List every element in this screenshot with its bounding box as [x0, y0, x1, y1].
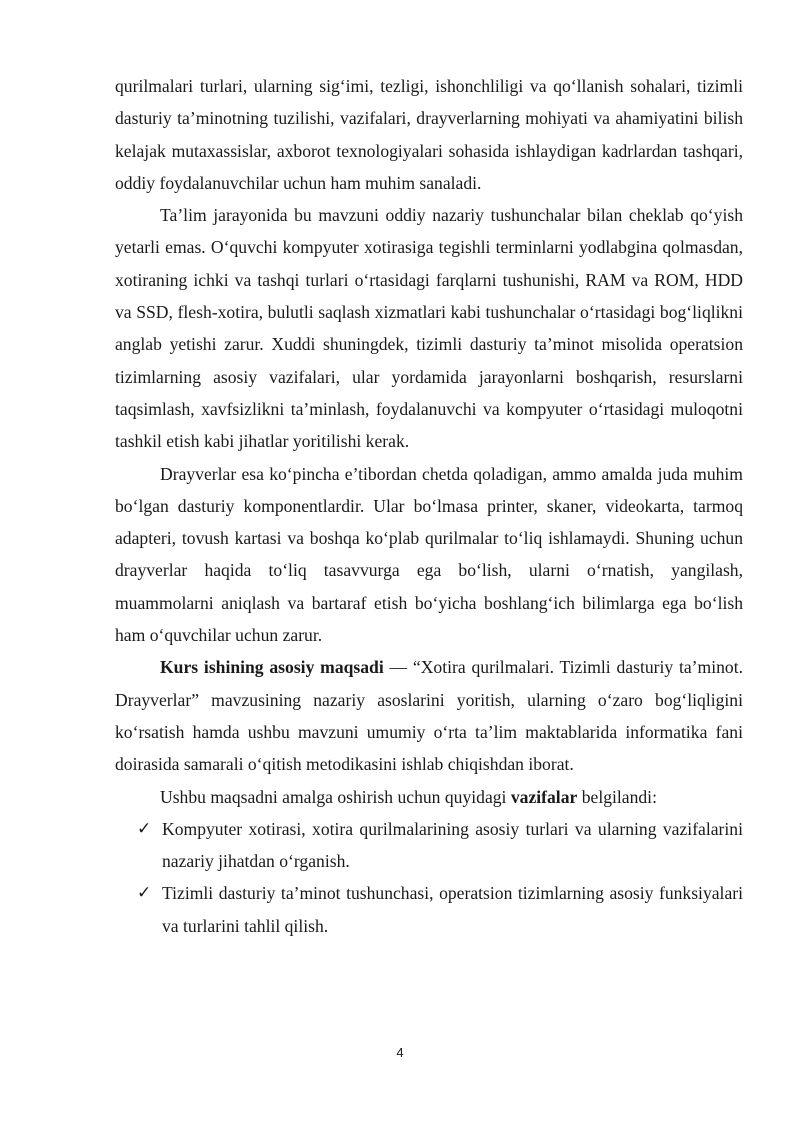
check-icon: ✓ — [137, 883, 152, 904]
paragraph-goal — [115, 651, 743, 780]
paragraph-3: Drayverlar esa ko‘pincha e’tibordan chetda qoladigan, ammo amalda juda muhim bo‘lgan dasturiy komponentlardir. Ular bo‘lmasa printer, skaner, videokarta, tarmoq adapteri, tovush kartasi va boshqa ko‘plab qurilmalar to‘liq ishlamaydi. Shuning uchun drayverlar haqida to‘liq tasavvurga ega bo‘lish, ularni o‘rnatish, yangilash, muammolarni aniqlash va bartaraf etish bo‘yicha boshlang‘ich bilimlarga ega bo‘lish ham o‘quvchilar uchun zarur. — [115, 463, 743, 646]
task-text: Kompyuter xotirasi, xotira qurilmalarining asosiy turlari va ularning vazifalarini nazariy jihatdan o‘rganish. — [162, 818, 743, 872]
check-icon: ✓ — [137, 818, 152, 839]
tasks-intro-end: belgilandi: — [577, 786, 657, 807]
paragraph-2: Ta’lim jarayonida bu mavzuni oddiy nazariy tushunchalar bilan cheklab qo‘yish yetarli emas. O‘quvchi kompyuter xotirasiga tegishli terminlarni yodlabgina qolmasdan, xotiraning ichki va tashqi turlari o‘rtasidagi farqlarni tushunishi, RAM va ROM, HDD va SSD, flesh-xotira, bulutli saqlash xizmatlari kabi tushunchalar o‘rtasidagi bog‘liqlikni anglab yetishi zarur. Xuddi shuningdek, tizimli dasturiy ta’minot misolida operatsion tizimlarning asosiy vazifalari, ular yordamida jarayonlarni boshqarish, resurslarni taqsimlash, xavfsizlikni ta’minlash, foydalanuvchi va kompyuter o‘rtasidagi muloqotni tashkil etish kabi jihatlar yoritilishi kerak. — [115, 205, 743, 452]
body-text — [115, 70, 743, 942]
paragraph-1: qurilmalari turlari, ularning sig‘imi, tezligi, ishonchliligi va qo‘llanish sohalari, tizimli dasturiy ta’minotning tuzilishi, vazifalari, drayverlarning mohiyati va ahamiyatini bilish kelajak mutaxassislar, axborot texnologiyalari sohasida ishlaydigan kadrlardan tashqari, oddiy foydalanuvchilar uchun ham muhim sanaladi. — [115, 76, 743, 193]
task-list — [115, 813, 743, 942]
list-item — [115, 813, 743, 878]
task-text: Tizimli dasturiy ta’minot tushunchasi, operatsion tizimlarning asosiy funksiyalari va turlarini tahlil qilish. — [162, 883, 743, 936]
page-number: 4 — [396, 1045, 404, 1060]
paragraph-tasks-intro — [115, 781, 743, 813]
goal-text: — “Xotira qurilmalari. Tizimli dasturiy ta’minot. Drayverlar” mavzusining nazariy asoslarini yoritish, ularning o‘zaro bog‘liqligini ko‘rsatish hamda ushbu mavzuni umumiy o‘rta ta’lim maktablarida informatika fani doirasida samarali o‘qitish metodikasini ishlab chiqishdan iborat. — [115, 657, 743, 775]
tasks-intro-start: Ushbu maqsadni amalga oshirish uchun quyidagi — [160, 786, 511, 807]
goal-heading: Kurs ishining asosiy maqsadi — [160, 657, 384, 678]
tasks-keyword: vazifalar — [510, 786, 578, 807]
list-item — [115, 877, 743, 942]
